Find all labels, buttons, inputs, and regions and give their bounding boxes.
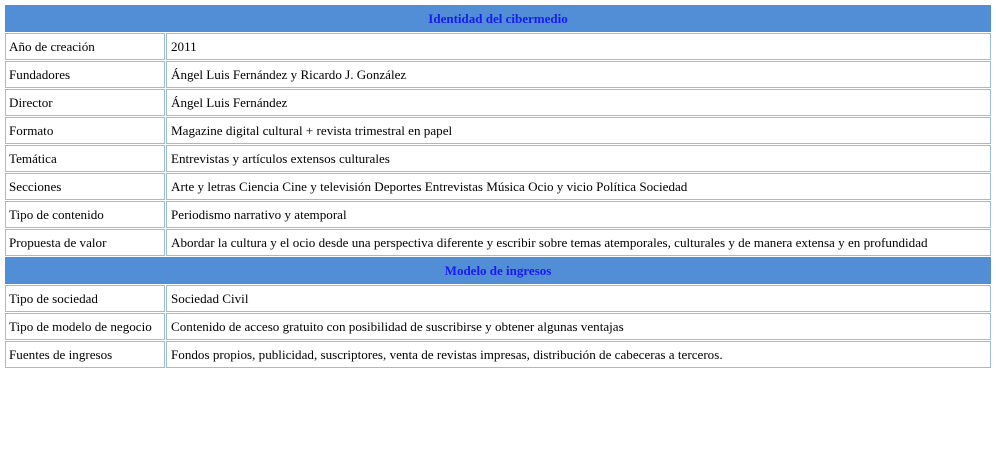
row-label: Tipo de sociedad xyxy=(5,285,165,312)
row-label: Tipo de modelo de negocio xyxy=(5,313,165,340)
row-value: Contenido de acceso gratuito con posibilidad de suscribirse y obtener algunas ventajas xyxy=(166,313,991,340)
section-header-ingresos: Modelo de ingresos xyxy=(5,257,991,284)
row-value: Periodismo narrativo y atemporal xyxy=(166,201,991,228)
row-value: Entrevistas y artículos extensos culturales xyxy=(166,145,991,172)
row-label: Fundadores xyxy=(5,61,165,88)
row-label: Tipo de contenido xyxy=(5,201,165,228)
table-row xyxy=(5,201,991,228)
table-row xyxy=(5,229,991,256)
row-value: Arte y letras Ciencia Cine y televisión Deportes Entrevistas Música Ocio y vicio Política Sociedad xyxy=(166,173,991,200)
row-label: Año de creación xyxy=(5,33,165,60)
row-label: Fuentes de ingresos xyxy=(5,341,165,368)
table-row xyxy=(5,33,991,60)
table-row xyxy=(5,145,991,172)
row-value: Magazine digital cultural + revista trimestral en papel xyxy=(166,117,991,144)
row-label: Temática xyxy=(5,145,165,172)
row-value: Ángel Luis Fernández xyxy=(166,89,991,116)
table-row xyxy=(5,285,991,312)
section-header-row xyxy=(5,257,991,284)
row-label: Director xyxy=(5,89,165,116)
table-row xyxy=(5,117,991,144)
row-label: Secciones xyxy=(5,173,165,200)
table-row xyxy=(5,61,991,88)
table-row xyxy=(5,313,991,340)
row-value: Sociedad Civil xyxy=(166,285,991,312)
row-label: Propuesta de valor xyxy=(5,229,165,256)
row-value: Fondos propios, publicidad, suscriptores, venta de revistas impresas, distribución de cabeceras a terceros. xyxy=(166,341,991,368)
table-row xyxy=(5,173,991,200)
row-label: Formato xyxy=(5,117,165,144)
section-header-identidad: Identidad del cibermedio xyxy=(5,5,991,32)
row-value: 2011 xyxy=(166,33,991,60)
row-value: Ángel Luis Fernández y Ricardo J. González xyxy=(166,61,991,88)
row-value: Abordar la cultura y el ocio desde una perspectiva diferente y escribir sobre temas atemporales, culturales y de manera extensa y en profundidad xyxy=(166,229,991,256)
table-row xyxy=(5,341,991,368)
media-profile-table xyxy=(4,4,992,369)
table-row xyxy=(5,89,991,116)
section-header-row xyxy=(5,5,991,32)
